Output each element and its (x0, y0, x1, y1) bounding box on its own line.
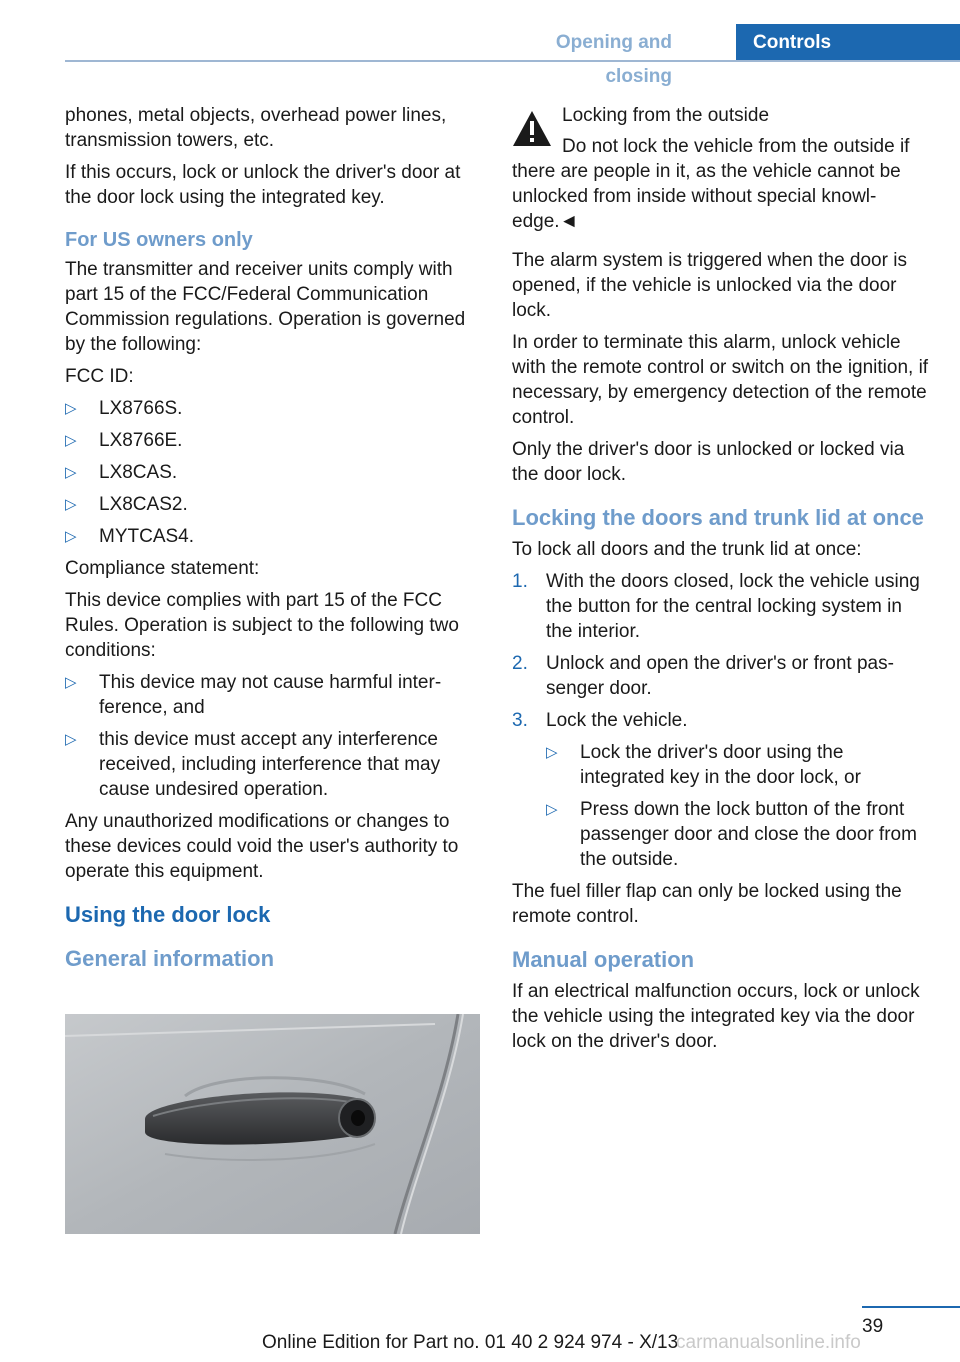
paragraph: The alarm system is triggered when the door is opened, if the vehicle is unlocked via the door lock. (512, 250, 907, 321)
list-item: ▷ This device may not cause harmful interference, and (65, 672, 442, 718)
triangle-bullet-icon: ▷ (546, 744, 558, 761)
paragraph: To lock all doors and the trunk lid at once: (512, 539, 862, 560)
paragraph: The fuel filler flap can only be locked using the remote control. (512, 881, 902, 927)
paragraph: phones, metal objects, overhead power lines, transmission towers, etc. (65, 105, 447, 151)
paragraph: This device complies with part 15 of the FCC Rules. Operation is subject to the following two conditions: (65, 590, 459, 661)
left-column (65, 103, 481, 978)
fcc-id-label: FCC ID: (65, 366, 134, 387)
paragraph: In order to terminate this alarm, unlock vehicle with the remote control or switch on the ignition, if necessary, by emergency detection of the remote control. (512, 332, 929, 428)
header-section-title: Opening and closing (555, 32, 672, 87)
compliance-label: Compliance statement: (65, 558, 260, 579)
warning-block (512, 103, 930, 234)
manual-operation-heading: Manual operation (512, 947, 695, 972)
sub-steps-list (546, 740, 930, 872)
edition-text: Online Edition for Part no. 01 40 2 924 974 - X/13 (262, 1332, 679, 1353)
header-chapter-tab: Controls (736, 24, 960, 62)
locking-doors-heading: Locking the doors and trunk lid at once (512, 505, 924, 530)
list-item: ▷ LX8CAS. (65, 462, 178, 483)
header-rule (65, 60, 960, 62)
paragraph: The transmitter and receiver units comply with part 15 of the FCC/Federal Communication Commission regulations. Operation is governed by the following: (65, 259, 466, 355)
triangle-bullet-icon: ▷ (65, 528, 77, 545)
list-item: 1. With the doors closed, lock the vehicle using the button for the central locking system in the interior. (512, 571, 920, 642)
triangle-bullet-icon: ▷ (65, 432, 77, 449)
list-item: ▷ this device must accept any interference received, including interference that may cause undesired operation. (65, 729, 441, 800)
triangle-bullet-icon: ▷ (65, 496, 77, 513)
fcc-id-list (65, 396, 481, 549)
watermark: carmanualsonline.info (676, 1332, 861, 1353)
triangle-bullet-icon: ▷ (65, 464, 77, 481)
list-item: 2. Unlock and open the driver's or front passenger door. (512, 653, 894, 699)
list-item: ▷ Lock the driver's door using the integrated key in the door lock, or (546, 742, 861, 788)
triangle-bullet-icon: ▷ (65, 674, 77, 691)
conditions-list (65, 670, 481, 802)
warning-text: Do not lock the vehicle from the outside if there are people in it, as the vehicle cannot be unlocked from inside without special knowledge.◄ (512, 136, 910, 232)
page-number: 39 (862, 1316, 884, 1337)
triangle-bullet-icon: ▷ (65, 400, 77, 417)
right-column (512, 103, 930, 1061)
paragraph: Only the driver's door is unlocked or locked via the door lock. (512, 439, 905, 485)
warning-triangle-icon (512, 109, 552, 149)
triangle-bullet-icon: ▷ (65, 731, 77, 748)
door-lock-heading: Using the door lock (65, 902, 271, 927)
warning-title: Locking from the outside (562, 105, 770, 126)
paragraph: Any unauthorized modifications or changes to these devices could void the user's authority to operate this equipment. (65, 811, 459, 882)
list-item: ▷ MYTCAS4. (65, 526, 195, 547)
triangle-bullet-icon: ▷ (546, 801, 558, 818)
paragraph: If an electrical malfunction occurs, lock or unlock the vehicle using the integrated key via the door lock on the driver's door. (512, 981, 920, 1052)
list-item: ▷ Press down the lock button of the front passenger door and close the door from the outside. (546, 799, 917, 870)
paragraph: If this occurs, lock or unlock the driver's door at the door lock using the integrated key. (65, 162, 461, 208)
door-handle-photo (65, 1014, 480, 1234)
general-information-heading: General information (65, 946, 275, 971)
list-item: ▷ LX8766S. (65, 398, 183, 419)
list-item: ▷ LX8CAS2. (65, 494, 188, 515)
list-item: 3. Lock the vehicle. ▷ Lock the driver's door using the integrated key in the door lock, or ▷ Press down the lock button of the front passenger door and close the door from the outside. (512, 708, 930, 872)
us-owners-heading: For US owners only (65, 229, 253, 251)
locking-steps (512, 569, 930, 872)
footer-rule (862, 1306, 960, 1308)
list-item: ▷ LX8766E. (65, 430, 183, 451)
